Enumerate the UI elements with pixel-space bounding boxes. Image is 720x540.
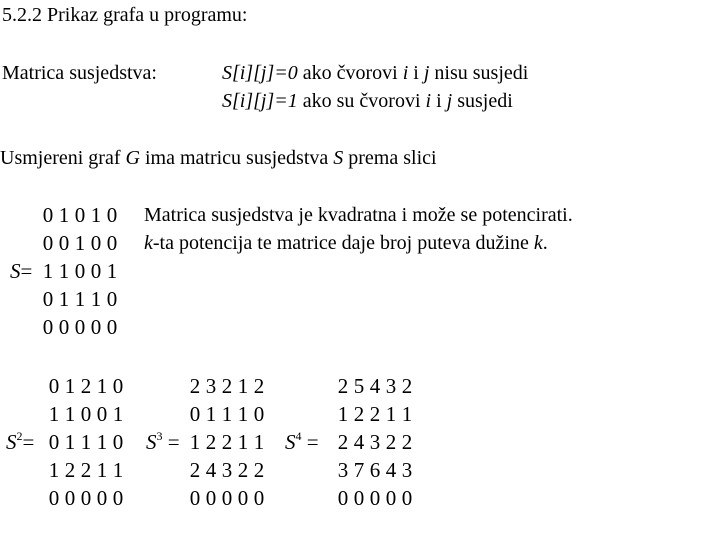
matrix-cell: 0 — [112, 486, 124, 510]
matrix-cell: 3 — [369, 430, 381, 454]
rule-one-lhs: S[i][j]=1 — [222, 90, 298, 112]
matrix-cell: 1 — [96, 458, 108, 482]
matrix-row — [40, 231, 120, 255]
matrix-s4-var: S — [285, 430, 296, 454]
matrix-cell: 0 — [106, 315, 118, 339]
matrix-cell: 1 — [205, 402, 217, 426]
matrix-cell: 1 — [253, 430, 265, 454]
matrix-row — [46, 402, 126, 426]
matrix-cell: 0 — [90, 259, 102, 283]
matrix-s2-eq: = — [22, 430, 35, 454]
matrix-row — [187, 374, 267, 398]
matrix-cell: 2 — [80, 458, 92, 482]
matrix-row — [187, 486, 267, 510]
matrix-cell: 0 — [205, 486, 217, 510]
rule-zero-text3: nisu susjedi — [429, 62, 529, 84]
matrix-cell: 7 — [353, 458, 365, 482]
rule-one-i: i — [425, 90, 432, 112]
matrix-cell: 3 — [401, 458, 413, 482]
matrix-s2-label — [6, 430, 34, 454]
matrix-cell: 1 — [90, 203, 102, 227]
matrix-cell: 1 — [74, 231, 86, 255]
matrix-cell: 1 — [237, 402, 249, 426]
rule-one-text3: susjedi — [452, 90, 513, 112]
matrix-s4-eq: = — [301, 430, 319, 454]
matrix-s3-label — [146, 430, 180, 454]
matrix-cell: 5 — [353, 374, 365, 398]
note-period: . — [542, 232, 548, 254]
matrix-cell: 1 — [58, 259, 70, 283]
matrix-cell: 1 — [96, 430, 108, 454]
note-k-var-2: k — [533, 232, 543, 254]
matrix-cell: 3 — [337, 458, 349, 482]
matrix-cell: 0 — [74, 259, 86, 283]
matrix-cell: 0 — [189, 402, 201, 426]
matrix-cell: 2 — [337, 430, 349, 454]
matrix-cell: 1 — [237, 374, 249, 398]
matrix-row — [187, 458, 267, 482]
matrix-cell: 1 — [48, 458, 60, 482]
matrix-cell: 0 — [253, 402, 265, 426]
matrix-s2-var: S — [6, 430, 17, 454]
matrix-row — [40, 259, 120, 283]
matrix-cell: 1 — [64, 374, 76, 398]
matrix-s-eq: = — [20, 259, 33, 283]
matrix-cell: 2 — [369, 402, 381, 426]
matrix-cell: 2 — [189, 458, 201, 482]
matrix-cell: 1 — [221, 402, 233, 426]
matrix-cell: 2 — [353, 402, 365, 426]
rule-zero-text: ako čvorovi — [297, 62, 403, 84]
matrix-row — [40, 203, 120, 227]
matrix-s2-exp: 2 — [16, 429, 23, 443]
matrix-cell: 2 — [221, 430, 233, 454]
matrix-cell: 1 — [337, 402, 349, 426]
matrix-cell: 3 — [385, 374, 397, 398]
matrix-cell: 0 — [58, 231, 70, 255]
matrix-s-var: S — [10, 259, 21, 283]
matrix-cell: 1 — [64, 430, 76, 454]
matrix-cell: 0 — [369, 486, 381, 510]
matrix-cell: 1 — [112, 402, 124, 426]
matrix-cell: 1 — [74, 287, 86, 311]
matrix-cell: 0 — [96, 402, 108, 426]
matrix-cell: 2 — [189, 374, 201, 398]
matrix-s4-exp: 4 — [295, 429, 302, 443]
matrix-cell: 0 — [385, 486, 397, 510]
matrix-row — [40, 315, 120, 339]
matrix-cell: 2 — [80, 374, 92, 398]
matrix-cell: 0 — [112, 374, 124, 398]
matrix-cell: 1 — [64, 402, 76, 426]
matrix-cell: 1 — [42, 259, 54, 283]
matrix-cell: 1 — [112, 458, 124, 482]
matrix-row — [335, 458, 415, 482]
matrix-cell: 0 — [64, 486, 76, 510]
intro-line — [0, 146, 437, 170]
matrix-s-label — [10, 259, 32, 283]
matrix-cell: 0 — [90, 231, 102, 255]
matrix-row — [335, 402, 415, 426]
matrix-s3-exp: 3 — [156, 429, 163, 443]
matrix-cell: 3 — [205, 374, 217, 398]
matrix-cell: 0 — [42, 287, 54, 311]
rule-one — [222, 89, 513, 113]
matrix-cell: 1 — [58, 287, 70, 311]
matrix-cell: 2 — [253, 458, 265, 482]
matrix-row — [46, 486, 126, 510]
matrix-cell: 0 — [337, 486, 349, 510]
matrix-cell: 0 — [80, 486, 92, 510]
matrix-row — [46, 374, 126, 398]
matrix-cell: 0 — [112, 430, 124, 454]
matrix-row — [335, 486, 415, 510]
matrix-cell: 4 — [369, 374, 381, 398]
matrix-row — [46, 458, 126, 482]
matrix-cell: 1 — [90, 287, 102, 311]
matrix-cell: 1 — [385, 402, 397, 426]
matrix-cell: 0 — [74, 315, 86, 339]
matrix-cell: 2 — [205, 430, 217, 454]
matrix-row — [335, 374, 415, 398]
matrix-cell: 4 — [353, 430, 365, 454]
matrix-cell: 1 — [58, 203, 70, 227]
matrix-cell: 2 — [64, 458, 76, 482]
matrix-row — [46, 430, 126, 454]
matrix-cell: 0 — [237, 486, 249, 510]
matrix-cell: 3 — [221, 458, 233, 482]
matrix-row — [187, 402, 267, 426]
intro-matrix-var: S — [333, 147, 344, 169]
matrix-cell: 2 — [401, 374, 413, 398]
adjacency-label: Matrica susjedstva: — [2, 62, 157, 84]
matrix-cell: 0 — [42, 231, 54, 255]
matrix-row — [187, 430, 267, 454]
rule-one-text2: i — [431, 90, 447, 112]
intro-text-c: prema slici — [343, 147, 437, 169]
rule-one-j: j — [446, 90, 453, 112]
note-text: -ta potencija te matrice daje broj puteva dužine — [152, 232, 534, 254]
rule-zero-lhs: S[i][j]=0 — [222, 62, 298, 84]
intro-text-b: ima matricu susjedstva — [139, 147, 334, 169]
note-line-1: Matrica susjedstva je kvadratna i može se potencirati. — [144, 204, 573, 226]
note-k-var: k — [144, 232, 153, 254]
matrix-s4-label — [285, 430, 319, 454]
matrix-cell: 2 — [221, 374, 233, 398]
matrix-cell: 0 — [189, 486, 201, 510]
matrix-cell: 4 — [385, 458, 397, 482]
matrix-cell: 1 — [48, 402, 60, 426]
matrix-cell: 0 — [90, 315, 102, 339]
matrix-cell: 0 — [353, 486, 365, 510]
matrix-cell: 1 — [189, 430, 201, 454]
matrix-cell: 0 — [106, 287, 118, 311]
matrix-s3-var: S — [146, 430, 157, 454]
matrix-cell: 0 — [106, 231, 118, 255]
matrix-cell: 0 — [80, 402, 92, 426]
matrix-cell: 1 — [401, 402, 413, 426]
rule-one-text: ako su čvorovi — [297, 90, 426, 112]
matrix-cell: 6 — [369, 458, 381, 482]
matrix-cell: 1 — [80, 430, 92, 454]
intro-graph-var: G — [125, 147, 140, 169]
matrix-cell: 0 — [48, 430, 60, 454]
matrix-cell: 4 — [205, 458, 217, 482]
rule-zero-text2: i — [408, 62, 424, 84]
matrix-cell: 0 — [74, 203, 86, 227]
rule-zero-i: i — [402, 62, 409, 84]
matrix-cell: 2 — [401, 430, 413, 454]
matrix-cell: 0 — [253, 486, 265, 510]
matrix-cell: 2 — [337, 374, 349, 398]
matrix-cell: 1 — [106, 259, 118, 283]
rule-zero-j: j — [423, 62, 430, 84]
matrix-cell: 0 — [401, 486, 413, 510]
matrix-row — [335, 430, 415, 454]
matrix-cell: 0 — [106, 203, 118, 227]
matrix-s3-eq: = — [162, 430, 180, 454]
matrix-row — [40, 287, 120, 311]
matrix-cell: 0 — [42, 203, 54, 227]
rule-zero — [222, 61, 528, 85]
matrix-cell: 0 — [96, 486, 108, 510]
matrix-cell: 2 — [253, 374, 265, 398]
matrix-cell: 1 — [237, 430, 249, 454]
matrix-cell: 0 — [58, 315, 70, 339]
matrix-cell: 2 — [385, 430, 397, 454]
matrix-cell: 2 — [237, 458, 249, 482]
matrix-cell: 0 — [48, 374, 60, 398]
note-line-2 — [144, 231, 548, 255]
matrix-cell: 0 — [48, 486, 60, 510]
matrix-cell: 0 — [42, 315, 54, 339]
matrix-cell: 1 — [96, 374, 108, 398]
section-heading: 5.2.2 Prikaz grafa u programu: — [2, 4, 248, 26]
intro-text-a: Usmjereni graf — [0, 147, 126, 169]
matrix-cell: 0 — [221, 486, 233, 510]
